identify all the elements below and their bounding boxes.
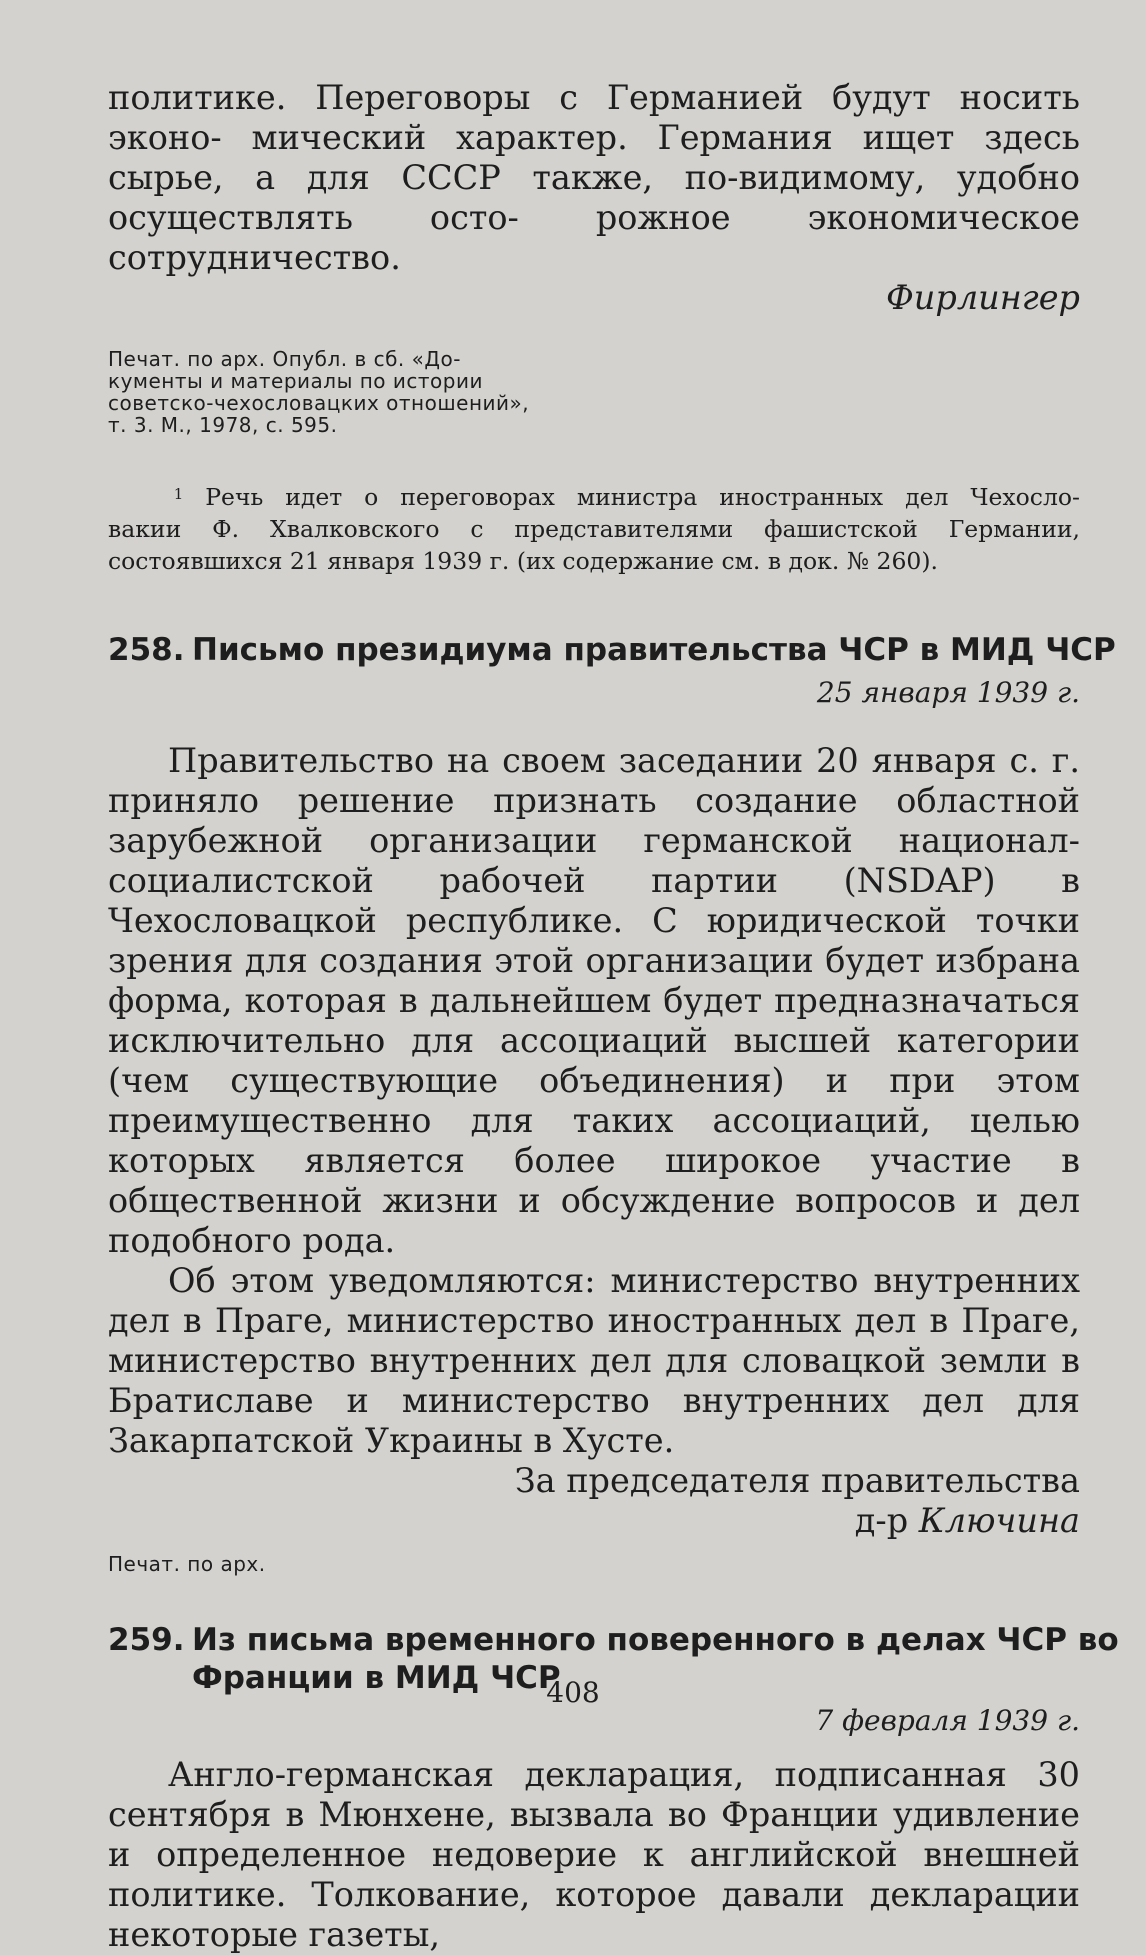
book-page (108, 78, 1119, 1955)
continued-text (108, 78, 1080, 278)
footnote-marker: 1 (173, 485, 184, 503)
paragraph: Англо-германская декларация, подписанная 30 сентября в Мюнхене, вызвала во Франции удивление и определенное недоверие к английской внешней политике. Толкование, которое давали декларации некоторые газеты, (108, 1755, 1080, 1954)
document-258-body (108, 741, 1080, 1461)
paragraph: Правительство на своем заседании 20 января с. г. приняло решение признать создание областной зарубежной организации германской национал-социалистской рабочей партии (NSDAP) в Чехословацкой республике. С юридической точки зрения для создания этой организации будет избрана форма, которая в дальнейшем будет предназначаться исключительно для ассоциаций высшей категории (чем существующие объединения) и при этом преимущественно для таких ассоциаций, целью которых является более широкое участие в общественной жизни и обсуждение вопросов и дел подобного рода. (108, 741, 1080, 1260)
continued-paragraph: политике. Переговоры с Германией будут носить эконо- мический характер. Германия ищет здесь сырье, а для СССР также, по-видимому, удобно осуществлять осто- рожное экономическое сотрудничество. (108, 78, 1080, 277)
archive-source-note: Печат. по арх. (108, 1552, 266, 1576)
signature-role: За председателя правительства (514, 1461, 1080, 1500)
footnote: $^1$ Речь идет о переговорах министра иностранных дел Чехосло- вакии Ф. Хвалковского с представителями фашистской Германии, состоявшихся 21 января 1939 г. (их содержание см. в док. № 260). (108, 483, 1080, 575)
signature-name: Ключина (918, 1501, 1080, 1540)
paragraph: Об этом уведомляются: министерство внутренних дел в Праге, министерство иностранных дел в Праге, министерство внутренних дел для словацкой земли в Братиславе и министерство внутренних дел для Закарпатской Украины в Хусте. (108, 1261, 1080, 1460)
document-number: 259. (108, 1622, 185, 1658)
document-number: 258. (108, 632, 185, 668)
document-date: 7 февраля 1939 г. (815, 1704, 1080, 1737)
document-259-body (108, 1755, 1080, 1955)
signature-firlinger: Фирлингер (886, 278, 1080, 317)
document-title-continued: Франции в МИД ЧСР (192, 1660, 561, 1696)
signature-block (108, 1461, 1080, 1541)
archive-source-note: Печат. по арх. Опубл. в сб. «До- кументы и материалы по истории советско-чехословацких отношений», т. 3. М., 1978, с. 595. (108, 347, 530, 437)
document-date: 25 января 1939 г. (816, 676, 1080, 709)
signature-title: д-р (854, 1501, 909, 1540)
document-title: Письмо президиума правительства ЧСР в МИД ЧСР (192, 632, 1116, 668)
document-258-heading (108, 631, 1116, 669)
page-number: 408 (546, 1676, 600, 1709)
document-title: Из письма временного поверенного в делах ЧСР во (192, 1622, 1119, 1658)
